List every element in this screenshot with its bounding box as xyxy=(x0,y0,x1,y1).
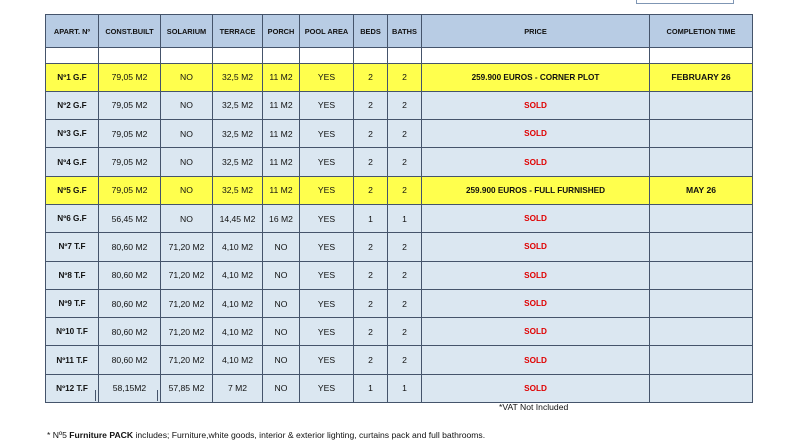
cell-built: 79,05 M2 xyxy=(99,176,161,204)
cell-beds: 1 xyxy=(354,204,388,232)
cell-beds: 2 xyxy=(354,233,388,261)
cell-terrace: 4,10 M2 xyxy=(213,289,263,317)
cell-pool: YES xyxy=(300,233,354,261)
cell-terrace: 32,5 M2 xyxy=(213,63,263,91)
cell-price: 259.900 EUROS - FULL FURNISHED xyxy=(422,176,650,204)
table-row xyxy=(46,233,753,261)
cell-baths: 2 xyxy=(388,91,422,119)
cell-terrace: 32,5 M2 xyxy=(213,120,263,148)
cell-completion xyxy=(650,318,753,346)
table-row xyxy=(46,261,753,289)
cell-price: SOLD xyxy=(422,148,650,176)
cell-apartment: Nº9 T.F xyxy=(46,289,99,317)
cell-baths: 2 xyxy=(388,148,422,176)
cell-porch: NO xyxy=(263,318,300,346)
col-header-beds: BEDS xyxy=(354,15,388,48)
cell-pool: YES xyxy=(300,261,354,289)
cell-pool: YES xyxy=(300,289,354,317)
cell-pool: YES xyxy=(300,120,354,148)
cell-porch: 16 M2 xyxy=(263,204,300,232)
cell-apartment: Nº3 G.F xyxy=(46,120,99,148)
cell-terrace: 4,10 M2 xyxy=(213,318,263,346)
cell-porch: NO xyxy=(263,374,300,402)
cell-beds: 2 xyxy=(354,148,388,176)
cell-price: SOLD xyxy=(422,289,650,317)
col-header-completion: COMPLETION TIME xyxy=(650,15,753,48)
cell-porch: 11 M2 xyxy=(263,148,300,176)
cell-completion xyxy=(650,289,753,317)
col-header-porch: PORCH xyxy=(263,15,300,48)
cell-price: SOLD xyxy=(422,204,650,232)
col-header-built: CONST.BUILT xyxy=(99,15,161,48)
cell-apartment: Nº6 G.F xyxy=(46,204,99,232)
spacer-cell xyxy=(422,48,650,64)
cell-built: 79,05 M2 xyxy=(99,63,161,91)
cell-beds: 2 xyxy=(354,346,388,374)
cell-completion: MAY 26 xyxy=(650,176,753,204)
apartments-table xyxy=(45,14,753,403)
cell-pool: YES xyxy=(300,318,354,346)
cell-price: SOLD xyxy=(422,346,650,374)
footnote-prefix: * Nº5 xyxy=(47,430,70,440)
cell-solarium: 71,20 M2 xyxy=(161,289,213,317)
cell-baths: 1 xyxy=(388,204,422,232)
cell-terrace: 4,10 M2 xyxy=(213,261,263,289)
cell-solarium: NO xyxy=(161,204,213,232)
cell-beds: 2 xyxy=(354,176,388,204)
cell-built: 58,15M2 xyxy=(99,374,161,402)
cell-beds: 2 xyxy=(354,63,388,91)
cell-baths: 2 xyxy=(388,318,422,346)
cell-solarium: 71,20 M2 xyxy=(161,233,213,261)
cell-solarium: NO xyxy=(161,63,213,91)
spacer-cell xyxy=(650,48,753,64)
cell-baths: 2 xyxy=(388,233,422,261)
cell-porch: NO xyxy=(263,289,300,317)
cell-pool: YES xyxy=(300,374,354,402)
table-row xyxy=(46,91,753,119)
cell-solarium: NO xyxy=(161,176,213,204)
cell-pool: YES xyxy=(300,346,354,374)
cell-built: 80,60 M2 xyxy=(99,346,161,374)
cell-terrace: 32,5 M2 xyxy=(213,148,263,176)
cell-built: 80,60 M2 xyxy=(99,318,161,346)
cell-pool: YES xyxy=(300,63,354,91)
cell-beds: 1 xyxy=(354,374,388,402)
cell-completion: FEBRUARY 26 xyxy=(650,63,753,91)
cell-solarium: NO xyxy=(161,148,213,176)
cell-apartment: Nº1 G.F xyxy=(46,63,99,91)
table-row xyxy=(46,176,753,204)
cell-terrace: 7 M2 xyxy=(213,374,263,402)
spacer-cell xyxy=(46,48,99,64)
cell-price: SOLD xyxy=(422,318,650,346)
table-row xyxy=(46,374,753,402)
cell-apartment: Nº10 T.F xyxy=(46,318,99,346)
footnote-bold: Furniture PACK xyxy=(69,430,134,440)
cell-baths: 2 xyxy=(388,289,422,317)
table-row xyxy=(46,148,753,176)
cell-apartment: Nº7 T.F xyxy=(46,233,99,261)
cell-built: 80,60 M2 xyxy=(99,233,161,261)
footnote-suffix: includes; Furniture,white goods, interior & exterior lighting, curtains pack and full bathrooms. xyxy=(133,430,486,440)
spacer-cell xyxy=(388,48,422,64)
table-row xyxy=(46,346,753,374)
table-row xyxy=(46,63,753,91)
cell-baths: 2 xyxy=(388,63,422,91)
cell-completion xyxy=(650,261,753,289)
col-header-terrace: TERRACE xyxy=(213,15,263,48)
cell-terrace: 32,5 M2 xyxy=(213,176,263,204)
table-stub-line xyxy=(157,390,158,401)
cell-completion xyxy=(650,91,753,119)
spacer-cell xyxy=(300,48,354,64)
table-row xyxy=(46,204,753,232)
cell-porch: NO xyxy=(263,261,300,289)
cell-price: SOLD xyxy=(422,374,650,402)
cell-pool: YES xyxy=(300,204,354,232)
table-row xyxy=(46,120,753,148)
cell-beds: 2 xyxy=(354,91,388,119)
cell-apartment: Nº11 T.F xyxy=(46,346,99,374)
table-body xyxy=(46,48,753,403)
table-header-row xyxy=(46,15,753,48)
cell-completion xyxy=(650,374,753,402)
cell-price: SOLD xyxy=(422,91,650,119)
cell-baths: 2 xyxy=(388,176,422,204)
spacer-cell xyxy=(213,48,263,64)
cell-baths: 2 xyxy=(388,346,422,374)
cell-porch: 11 M2 xyxy=(263,63,300,91)
cell-beds: 2 xyxy=(354,120,388,148)
table-row xyxy=(46,289,753,317)
cell-completion xyxy=(650,204,753,232)
cell-solarium: 71,20 M2 xyxy=(161,261,213,289)
cell-apartment: Nº8 T.F xyxy=(46,261,99,289)
cell-porch: NO xyxy=(263,233,300,261)
cell-price: SOLD xyxy=(422,120,650,148)
cell-built: 79,05 M2 xyxy=(99,148,161,176)
top-header-tab xyxy=(636,0,734,4)
col-header-apartment: APART. Nº xyxy=(46,15,99,48)
col-header-solarium: SOLARIUM xyxy=(161,15,213,48)
vat-note: *VAT Not Included xyxy=(499,402,569,412)
cell-baths: 1 xyxy=(388,374,422,402)
cell-completion xyxy=(650,346,753,374)
col-header-pool: POOL AREA xyxy=(300,15,354,48)
cell-price: SOLD xyxy=(422,261,650,289)
cell-built: 80,60 M2 xyxy=(99,289,161,317)
cell-solarium: NO xyxy=(161,120,213,148)
col-header-price: PRICE xyxy=(422,15,650,48)
cell-apartment: Nº12 T.F xyxy=(46,374,99,402)
cell-built: 79,05 M2 xyxy=(99,120,161,148)
spacer-cell xyxy=(263,48,300,64)
cell-terrace: 4,10 M2 xyxy=(213,346,263,374)
table-row xyxy=(46,318,753,346)
cell-completion xyxy=(650,148,753,176)
cell-baths: 2 xyxy=(388,120,422,148)
col-header-baths: BATHS xyxy=(388,15,422,48)
cell-built: 56,45 M2 xyxy=(99,204,161,232)
cell-price: SOLD xyxy=(422,233,650,261)
cell-solarium: 71,20 M2 xyxy=(161,318,213,346)
cell-solarium: 71,20 M2 xyxy=(161,346,213,374)
cell-beds: 2 xyxy=(354,318,388,346)
cell-porch: 11 M2 xyxy=(263,176,300,204)
furniture-pack-footnote xyxy=(47,430,485,440)
cell-built: 80,60 M2 xyxy=(99,261,161,289)
spacer-cell xyxy=(99,48,161,64)
cell-solarium: NO xyxy=(161,91,213,119)
cell-porch: NO xyxy=(263,346,300,374)
cell-completion xyxy=(650,120,753,148)
cell-baths: 2 xyxy=(388,261,422,289)
spacer-cell xyxy=(354,48,388,64)
table-stub-line xyxy=(95,390,96,401)
cell-pool: YES xyxy=(300,91,354,119)
cell-beds: 2 xyxy=(354,289,388,317)
cell-apartment: Nº4 G.F xyxy=(46,148,99,176)
cell-terrace: 14,45 M2 xyxy=(213,204,263,232)
cell-porch: 11 M2 xyxy=(263,120,300,148)
cell-built: 79,05 M2 xyxy=(99,91,161,119)
cell-pool: YES xyxy=(300,148,354,176)
cell-porch: 11 M2 xyxy=(263,91,300,119)
cell-terrace: 4,10 M2 xyxy=(213,233,263,261)
cell-terrace: 32,5 M2 xyxy=(213,91,263,119)
cell-completion xyxy=(650,233,753,261)
spacer-row xyxy=(46,48,753,64)
cell-solarium: 57,85 M2 xyxy=(161,374,213,402)
cell-pool: YES xyxy=(300,176,354,204)
cell-apartment: Nº5 G.F xyxy=(46,176,99,204)
cell-price: 259.900 EUROS - CORNER PLOT xyxy=(422,63,650,91)
cell-apartment: Nº2 G.F xyxy=(46,91,99,119)
spacer-cell xyxy=(161,48,213,64)
cell-beds: 2 xyxy=(354,261,388,289)
